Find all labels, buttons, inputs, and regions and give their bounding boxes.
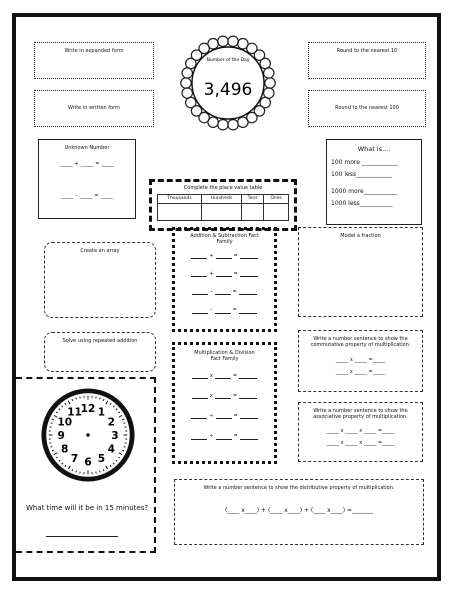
clock-tick bbox=[76, 471, 77, 473]
round-100-box[interactable] bbox=[308, 90, 426, 127]
sun-ray-loop bbox=[218, 36, 228, 46]
what-is-100-more[interactable]: 100 more ____________ bbox=[331, 159, 398, 167]
repeated-addition-box[interactable] bbox=[44, 332, 156, 372]
answer-blank[interactable] bbox=[192, 393, 208, 399]
cell[interactable] bbox=[201, 203, 241, 220]
clock-face[interactable] bbox=[40, 387, 136, 483]
what-is-1000-less[interactable]: 1000 less___________ bbox=[331, 199, 393, 207]
answer-blank[interactable] bbox=[216, 413, 232, 419]
plus-sign: + bbox=[74, 161, 79, 168]
repeated-addition-title: Solve using repeated addition bbox=[62, 338, 138, 344]
clock-number: 6 bbox=[84, 456, 92, 469]
answer-blank[interactable] bbox=[215, 308, 231, 314]
equals-sign: = bbox=[233, 433, 238, 440]
cell[interactable] bbox=[241, 203, 263, 220]
answer-blank[interactable] bbox=[191, 434, 207, 440]
answer-blank[interactable] bbox=[192, 308, 208, 314]
unknown-number-title: Unknown Number bbox=[64, 145, 110, 151]
blank[interactable]: _____ bbox=[60, 192, 74, 199]
operator-sign: x bbox=[209, 372, 213, 379]
sun-ray-loop bbox=[228, 36, 238, 46]
sun-ray-loop bbox=[182, 68, 192, 78]
operator-sign: + bbox=[209, 270, 214, 277]
equals-sign: = bbox=[232, 392, 238, 399]
clock-number: 1 bbox=[97, 406, 106, 419]
equals-sign: = bbox=[233, 252, 238, 259]
clock-tick bbox=[124, 423, 126, 424]
answer-blank[interactable] bbox=[239, 373, 257, 379]
operator-sign: – bbox=[210, 307, 213, 314]
answer-blank[interactable] bbox=[216, 253, 232, 259]
commutative-row-1[interactable]: _____ x _____ =_____ bbox=[335, 356, 386, 363]
unknown-number-row-2 bbox=[39, 193, 135, 199]
commutative-box[interactable] bbox=[298, 330, 423, 392]
minus-sign: – bbox=[75, 192, 78, 199]
associative-row-1[interactable]: _____ x _____ x _____ =_____ bbox=[326, 427, 395, 434]
clock-number: 2 bbox=[107, 416, 115, 429]
clock-tick bbox=[100, 471, 101, 473]
number-of-day-value: 3,496 bbox=[203, 80, 253, 100]
sun-ray-loop bbox=[186, 97, 196, 107]
fact-family-row bbox=[175, 289, 274, 295]
answer-blank[interactable] bbox=[240, 413, 258, 419]
clock-number: 9 bbox=[57, 429, 65, 442]
sun-ray-loop bbox=[218, 119, 228, 129]
number-of-day-sun bbox=[178, 33, 278, 133]
answer-blank[interactable] bbox=[191, 253, 207, 259]
equals-sign: = bbox=[95, 161, 100, 168]
answer-blank[interactable] bbox=[240, 253, 258, 259]
col-tens: Tens bbox=[241, 195, 263, 204]
associative-box[interactable] bbox=[298, 402, 423, 462]
clock-tick bbox=[51, 423, 53, 424]
clock-center-dot bbox=[86, 433, 89, 436]
clock-box[interactable] bbox=[16, 377, 156, 553]
answer-blank[interactable] bbox=[239, 308, 257, 314]
fact-family-row bbox=[175, 373, 274, 379]
blank[interactable]: _____ bbox=[80, 161, 94, 168]
round-100-label: Round to the nearest 100 bbox=[335, 105, 399, 112]
clock-tick bbox=[51, 447, 53, 448]
answer-blank[interactable] bbox=[216, 271, 232, 277]
clock-tick bbox=[76, 398, 77, 400]
sun-ray-loop bbox=[208, 39, 218, 49]
round-10-label: Round to the nearest 10 bbox=[336, 48, 398, 54]
add-sub-rows bbox=[175, 253, 274, 314]
cell[interactable] bbox=[264, 203, 289, 220]
unknown-number-box[interactable] bbox=[38, 139, 136, 219]
commutative-row-2[interactable]: _____ x _____ =_____ bbox=[335, 368, 386, 375]
fraction-box[interactable] bbox=[298, 227, 423, 317]
answer-blank[interactable] bbox=[215, 373, 231, 379]
array-box[interactable] bbox=[44, 242, 156, 318]
cell[interactable] bbox=[158, 203, 202, 220]
fact-family-row bbox=[175, 433, 274, 439]
operator-sign: x bbox=[209, 392, 213, 399]
col-thousands: Thousands bbox=[158, 195, 202, 204]
place-value-title: Complete the place value table bbox=[183, 185, 263, 191]
what-is-100-less[interactable]: 100 less____________ bbox=[331, 170, 392, 178]
fact-family-row bbox=[175, 413, 274, 419]
clock-number: 5 bbox=[97, 453, 106, 466]
worksheet-page bbox=[12, 13, 441, 581]
fact-family-row bbox=[175, 393, 274, 399]
number-of-day-label: Number of the Day bbox=[206, 58, 250, 63]
equals-sign: = bbox=[94, 192, 99, 199]
written-form-label: Write in written form bbox=[68, 105, 120, 112]
answer-blank[interactable] bbox=[191, 271, 207, 277]
blank[interactable]: _____ bbox=[60, 161, 73, 168]
mult-div-box[interactable] bbox=[172, 342, 277, 464]
clock-answer-line[interactable] bbox=[46, 531, 118, 537]
add-sub-title: Addition & Subtraction Fact Family bbox=[190, 233, 259, 246]
place-value-box[interactable] bbox=[149, 179, 297, 231]
fact-family-row bbox=[175, 271, 274, 277]
mult-div-rows bbox=[175, 373, 274, 440]
operator-sign: – bbox=[210, 289, 213, 295]
add-sub-box[interactable] bbox=[172, 227, 277, 332]
distributive-box[interactable] bbox=[174, 479, 424, 545]
fact-family-row bbox=[175, 307, 274, 313]
answer-blank[interactable] bbox=[239, 393, 257, 399]
what-is-title: What is.... bbox=[357, 145, 391, 153]
associative-title: Write a number sentence to show the associative property of multiplication. bbox=[313, 408, 408, 421]
answer-blank[interactable] bbox=[239, 289, 257, 295]
answer-blank[interactable] bbox=[192, 373, 208, 379]
clock-number: 7 bbox=[70, 453, 79, 466]
equals-sign: = bbox=[232, 372, 238, 379]
sun-ray-loop bbox=[228, 119, 238, 129]
sun-ray-loop bbox=[181, 78, 191, 88]
blank[interactable]: _____ bbox=[100, 192, 114, 199]
clock-tick bbox=[124, 447, 126, 448]
answer-blank[interactable] bbox=[215, 289, 231, 295]
clock-number: 12 bbox=[80, 402, 96, 415]
written-form-box[interactable] bbox=[34, 90, 154, 127]
fraction-title: Model a fraction bbox=[340, 233, 381, 239]
clock-question: What time will it be in 15 minutes? bbox=[25, 504, 149, 512]
operator-sign: ÷ bbox=[209, 433, 214, 440]
expanded-form-box[interactable] bbox=[34, 42, 154, 79]
what-is-box[interactable] bbox=[326, 139, 422, 225]
distributive-title: Write a number sentence to show the distributive property of multiplication. bbox=[203, 485, 395, 491]
equals-sign: = bbox=[232, 307, 237, 314]
commutative-title: Write a number sentence to show the commutative property of multiplication. bbox=[310, 336, 411, 349]
place-value-answer-row[interactable] bbox=[158, 203, 289, 220]
answer-blank[interactable] bbox=[215, 393, 231, 399]
place-value-table[interactable] bbox=[157, 194, 289, 221]
what-is-1000-more[interactable]: 1000 more___________ bbox=[331, 188, 397, 196]
equals-sign: = bbox=[233, 270, 238, 277]
sun-ray-loop bbox=[264, 68, 274, 78]
answer-blank[interactable] bbox=[191, 413, 207, 419]
place-value-header-row bbox=[158, 195, 289, 204]
clock-number: 3 bbox=[111, 429, 119, 442]
answer-blank[interactable] bbox=[240, 434, 258, 440]
answer-blank[interactable] bbox=[216, 434, 232, 440]
sun-ray-loop bbox=[238, 117, 248, 127]
operator-sign: + bbox=[209, 252, 214, 259]
col-hundreds: Hundreds bbox=[201, 195, 241, 204]
blank[interactable]: _____ bbox=[101, 161, 114, 168]
sun-ray-loop bbox=[260, 58, 270, 68]
clock-number: 4 bbox=[107, 443, 115, 456]
mult-div-title: Multiplication & Division Fact Family bbox=[194, 350, 255, 363]
distributive-sentence[interactable]: (____ x____) + (____ x____) + (____ x____) =_______ bbox=[224, 507, 374, 515]
clock-number: 10 bbox=[57, 416, 73, 429]
clock-number: 11 bbox=[67, 406, 82, 419]
clock-number: 8 bbox=[61, 443, 69, 456]
expanded-form-label: Write in expanded form bbox=[64, 48, 124, 54]
associative-row-2[interactable]: _____ x _____ x _____ =_____ bbox=[326, 439, 395, 446]
array-title: Create an array bbox=[80, 248, 120, 254]
equals-sign: = bbox=[233, 413, 238, 419]
answer-blank[interactable] bbox=[192, 289, 208, 295]
sun-ray-loop bbox=[182, 88, 192, 98]
operator-sign: ÷ bbox=[209, 413, 214, 419]
blank[interactable]: _____ bbox=[79, 192, 93, 199]
clock-tick bbox=[100, 398, 101, 400]
unknown-number-row-1 bbox=[39, 161, 135, 167]
sun-ray-loop bbox=[265, 78, 275, 88]
answer-blank[interactable] bbox=[240, 271, 258, 277]
fact-family-row bbox=[175, 253, 274, 259]
sun-ray-loop bbox=[264, 88, 274, 98]
equals-sign: = bbox=[232, 289, 237, 295]
round-10-box[interactable] bbox=[308, 42, 426, 79]
col-ones: Ones bbox=[264, 195, 289, 204]
